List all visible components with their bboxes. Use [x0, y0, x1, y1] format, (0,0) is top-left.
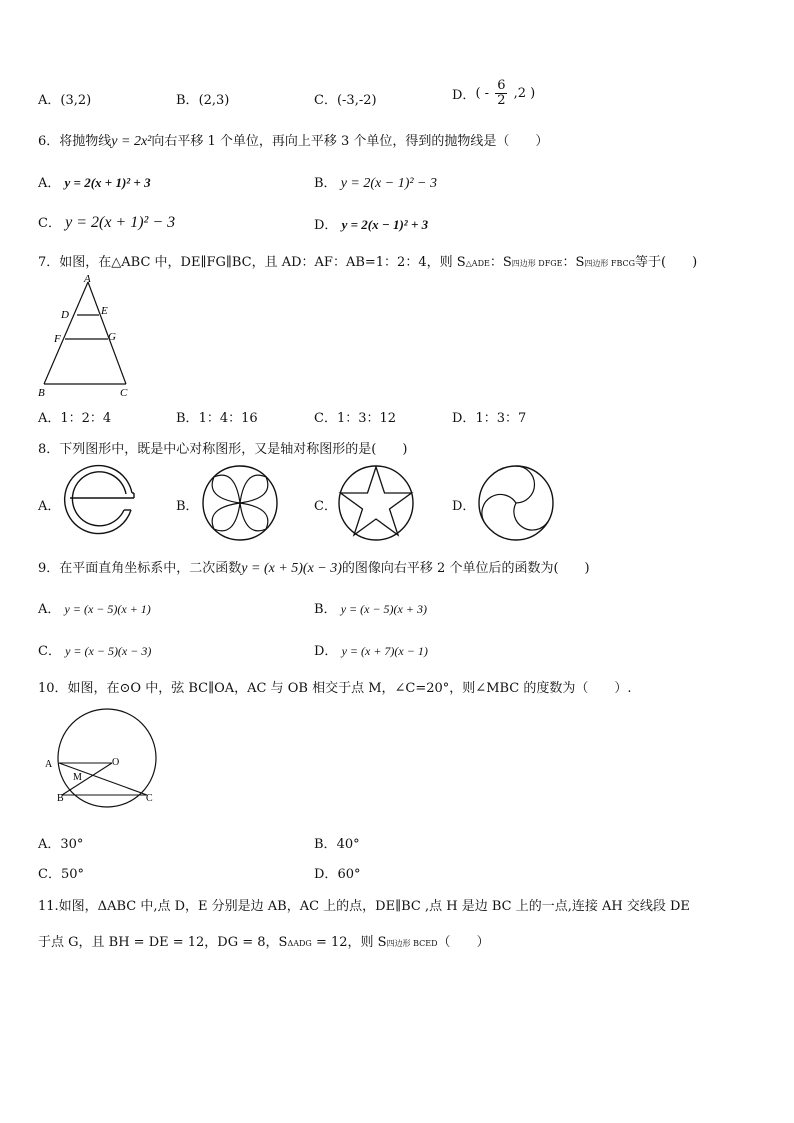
q10-option-a: A．30° — [38, 837, 84, 852]
q11-stem-line1: 11.如图，ΔABC 中,点 D，E 分别是边 AB，AC 上的点，DE∥BC ,点 H 是边 BC 上的一点,连接 AH 交线段 DE — [38, 899, 690, 914]
q9-option-c: C． y = (x − 5)(x − 3) — [38, 644, 152, 659]
q7-triangle-figure — [34, 272, 134, 402]
q6-option-a: A． y = 2(x + 1)² + 3 — [38, 175, 151, 191]
label-f: F — [54, 333, 61, 345]
q8-stem: 8．下列图形中，既是中心对称图形，又是轴对称图形的是( ) — [38, 442, 408, 457]
q5-option-d: D．( - $\frac{6}{2}$ ,2 ) — [452, 78, 536, 108]
q6-option-b: B． y = 2(x − 1)² − 3 — [314, 176, 437, 191]
circle-o — [58, 709, 156, 807]
q9-stem: 9．在平面直角坐标系中，二次函数y = (x + 5)(x − 3)的图像向右平移 2 个单位后的函数为( ) — [38, 561, 590, 576]
q5-option-c: C．(-3,-2) — [314, 93, 377, 108]
q9-option-d: D． y = (x + 7)(x − 1) — [314, 644, 428, 659]
label-a: A — [45, 759, 53, 770]
label-g: G — [108, 331, 116, 343]
side-ac — [88, 282, 126, 384]
q10-option-b: B．40° — [314, 837, 360, 852]
fraction: $\frac{6}{2}$ — [497, 78, 506, 108]
q8-option-a-label: A． — [38, 499, 61, 514]
q7-option-a: A．1：2：4 — [38, 411, 112, 426]
q6-stem: 6．将抛物线y = 2x²向右平移 1 个单位，再向上平移 3 个单位，得到的抛物线是（ ） — [38, 134, 549, 149]
q5-option-a: A．(3,2) — [38, 93, 92, 108]
q8-option-d-label: D． — [452, 499, 476, 514]
q9-option-a: A． y = (x − 5)(x + 1) — [38, 602, 151, 617]
q9-option-b: B． y = (x − 5)(x + 3) — [314, 602, 427, 617]
q6-option-c: C． y = 2(x + 1)² − 3 — [38, 214, 176, 231]
label-m: M — [73, 772, 82, 783]
q10-circle-figure — [40, 708, 170, 812]
q10-option-d: D．60° — [314, 867, 361, 882]
label-a: A — [84, 273, 91, 285]
q8-option-c-label: C． — [314, 499, 337, 514]
label-b: B — [38, 387, 45, 399]
label-c: C — [120, 387, 128, 399]
q7-option-b: B．1：4：16 — [176, 411, 258, 426]
q7-option-d: D．1：3：7 — [452, 411, 527, 426]
q8-figure-a — [60, 463, 140, 543]
side-ab — [44, 282, 88, 384]
q7-stem: 7．如图，在△ABC 中，DE∥FG∥BC，且 AD：AF：AB=1：2：4，则 S△ADE：S四边形 DFGE：S四边形 FBCG等于( ) — [38, 255, 698, 270]
q5-option-b: B．(2,3) — [176, 93, 230, 108]
label-b: B — [57, 793, 64, 804]
label-e: E — [101, 305, 108, 317]
label-c: C — [146, 793, 153, 804]
q10-option-c: C．50° — [38, 867, 84, 882]
q10-stem: 10．如图，在⊙O 中，弦 BC∥OA，AC 与 OB 相交于点 M，∠C=20°，则∠MBC 的度数为（ ）. — [38, 681, 632, 696]
q8-figure-c — [336, 463, 416, 543]
q7-option-c: C．1：3：12 — [314, 411, 397, 426]
label-d: D — [61, 309, 69, 321]
q11-stem-line2: 于点 G，且 BH = DE = 12，DG = 8，SΔADG = 12，则 S四边形 BCED（ ） — [38, 935, 490, 950]
q8-option-b-label: B． — [176, 499, 199, 514]
label-o: O — [112, 757, 120, 768]
q8-figure-b — [200, 463, 280, 543]
q6-option-d: D． y = 2(x − 1)² + 3 — [314, 217, 429, 233]
q8-figure-d — [476, 463, 556, 543]
